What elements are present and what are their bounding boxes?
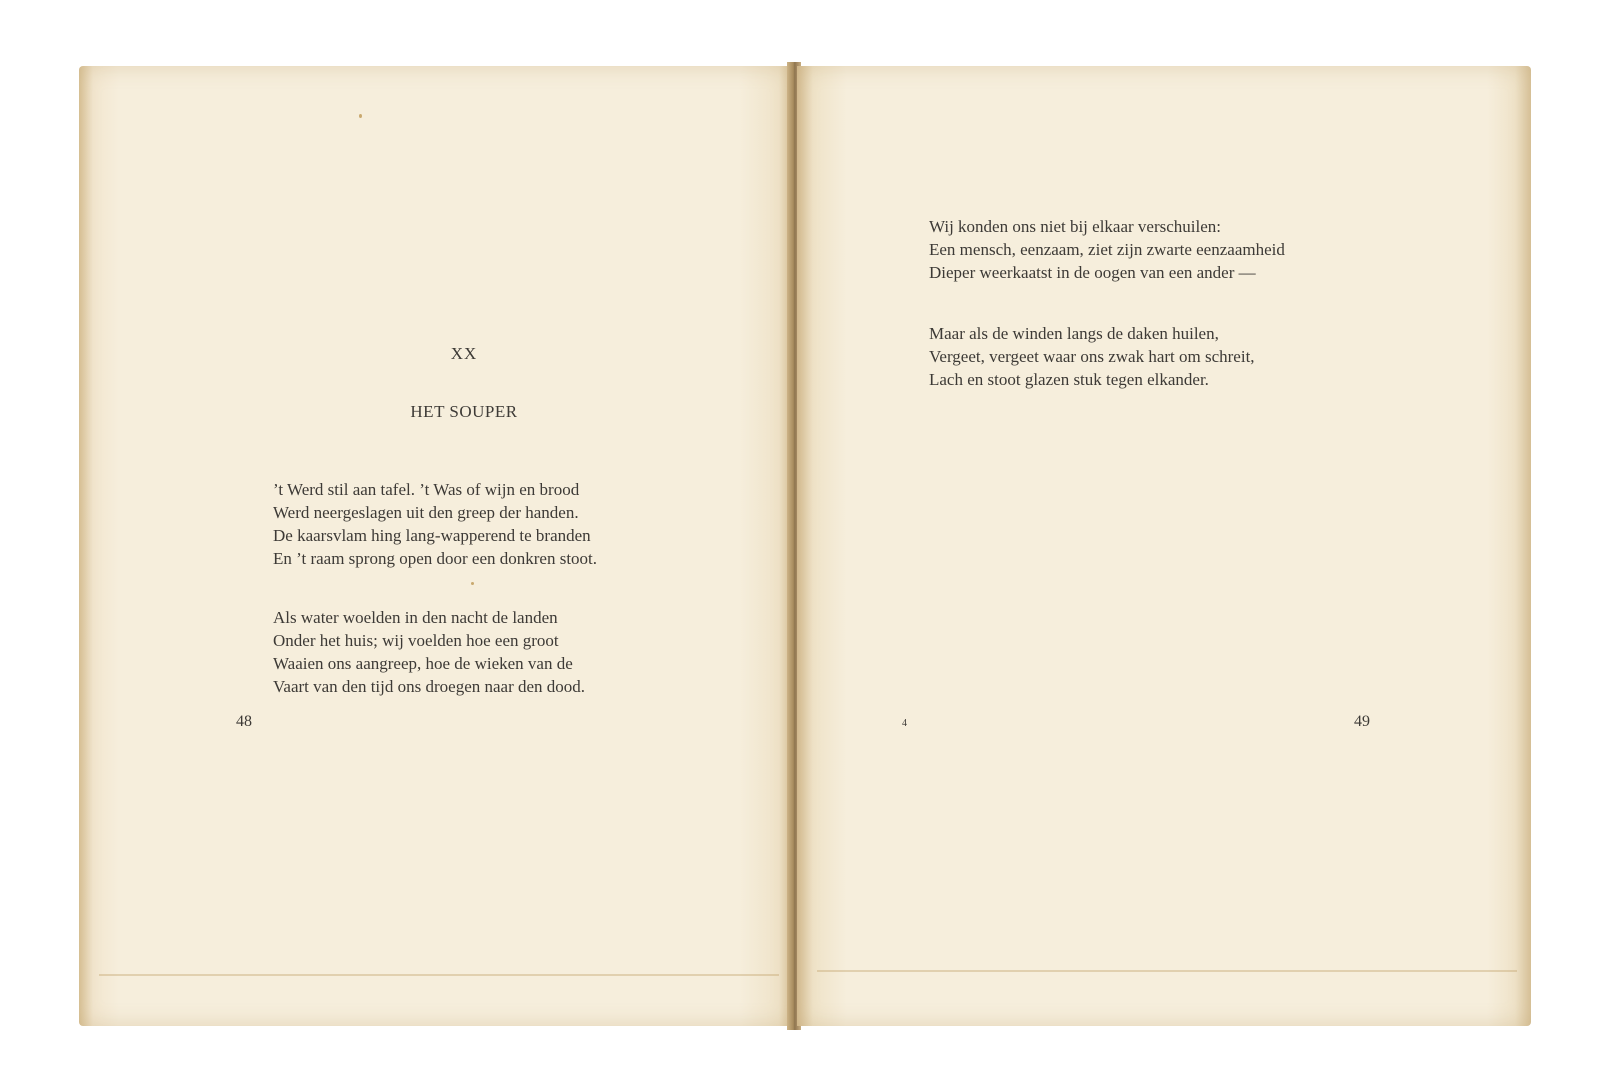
stanza-2	[273, 606, 585, 698]
verse-line: Dieper weerkaatst in de oogen van een ander —	[929, 263, 1256, 282]
verse-line: Een mensch, eenzaam, ziet zijn zwarte eenzaamheid	[929, 240, 1285, 259]
verse-line: Wij konden ons niet bij elkaar verschuilen:	[929, 217, 1222, 236]
poem-title: HET SOUPER	[410, 402, 518, 421]
paper-speck	[471, 582, 474, 585]
verse-line: Lach en stoot glazen stuk tegen elkander.	[929, 370, 1209, 389]
verse-line: Werd neergeslagen uit den greep der handen.	[273, 503, 579, 522]
paper-speck	[359, 114, 362, 118]
stanza-4	[929, 322, 1255, 391]
verse-line: Waaien ons aangreep, hoe de wieken van de	[273, 654, 573, 673]
page-edge-line	[99, 974, 779, 976]
signature-mark: 4	[902, 718, 907, 729]
verse-line: Als water woelden in den nacht de landen	[273, 608, 558, 627]
page-number-right: 49	[1354, 713, 1370, 730]
verse-line: Maar als de winden langs de daken huilen,	[929, 324, 1219, 343]
section-number: XX	[450, 344, 478, 363]
stanza-3	[929, 215, 1285, 284]
verse-line: En ’t raam sprong open door een donkren stoot.	[273, 549, 598, 568]
verse-line: ’t Werd stil aan tafel. ’t Was of wijn en brood	[273, 480, 580, 499]
right-page	[797, 66, 1531, 1026]
verse-line: De kaarsvlam hing lang-wapperend te branden	[273, 526, 591, 545]
stanza-1	[273, 478, 597, 570]
verse-line: Vergeet, vergeet waar ons zwak hart om schreit,	[929, 347, 1255, 366]
verse-line: Vaart van den tijd ons droegen naar den dood.	[273, 677, 586, 696]
page-edge-line	[817, 970, 1517, 972]
open-book	[79, 62, 1531, 1030]
page-number-left: 48	[236, 713, 252, 730]
left-page	[79, 66, 793, 1026]
verse-line: Onder het huis; wij voelden hoe een groot	[273, 631, 559, 650]
